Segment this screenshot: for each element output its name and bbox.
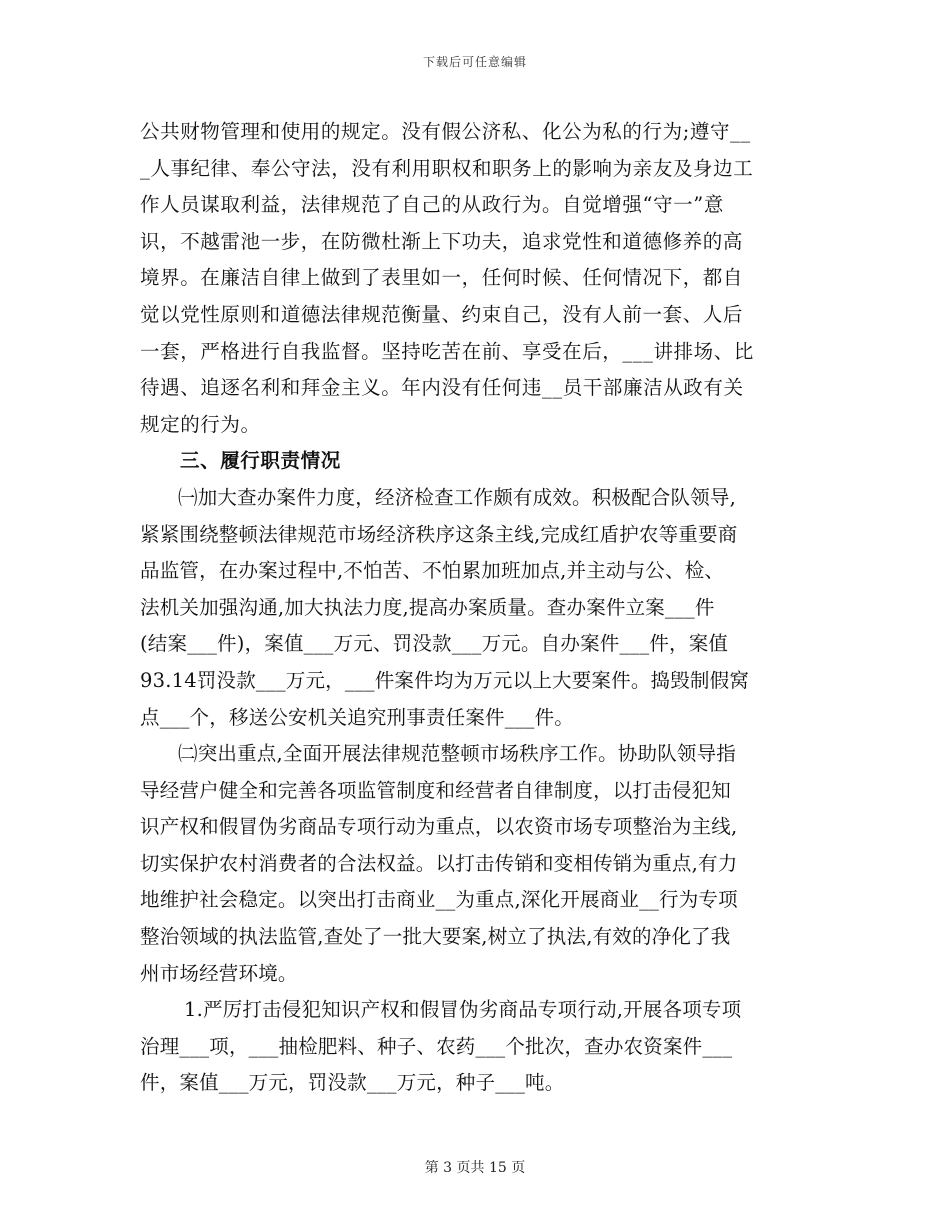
page-footer: 第 3 页共 15 页	[424, 1160, 526, 1176]
page-header: 下载后可任意编辑	[422, 55, 527, 69]
body-line: 规定的行为。	[140, 412, 261, 436]
paragraph-3-line: 件，案值___万元，罚没款___万元，种子___吨。	[140, 1071, 565, 1095]
paragraph-2-line: 导经营户健全和完善各项监管制度和经营者自律制度，以打击侵犯知	[140, 778, 732, 802]
paragraph-2-line: 地维护社会稳定。以突出打击商业__为重点,深化开展商业__行为专项	[140, 888, 738, 912]
section-heading: 三、履行职责情况	[180, 449, 341, 473]
paragraph-3-line: 1.严厉打击侵犯知识产权和假冒伪劣商品专项行动,开展各项专项	[184, 998, 742, 1022]
body-line: _人事纪律、奉公守法，没有利用职权和职务上的影响为亲友及身边工	[140, 156, 754, 180]
paragraph-2-line: 整治领域的执法监管,查处了一批大要案,树立了执法,有效的净化了我	[140, 925, 731, 949]
body-line: 觉以党性原则和道德法律规范衡量、约束自己，没有人前一套、人后	[140, 302, 744, 326]
paragraph-1-line: 93.14罚没款___万元，___件案件均为万元以上大要案件。捣毁制假窝	[140, 668, 750, 692]
paragraph-2-line: 切实保护农村消费者的合法权益。以打击传销和变相传销为重点,有力	[140, 851, 738, 875]
paragraph-1-line: 点___个，移送公安机关追究刑事责任案件___件。	[140, 705, 575, 729]
body-line: 一套，严格进行自我监督。坚持吃苦在前、享受在后，___讲排场、比	[140, 339, 754, 363]
paragraph-3-line: 治理___项，___抽检肥料、种子、农药___个批次，查办农资案件___	[140, 1034, 733, 1058]
body-line: 作人员谋取利益，法律规范了自己的从政行为。自觉增强“守一”意	[140, 193, 724, 217]
paragraph-2-line: 州市场经营环境。	[140, 961, 298, 985]
body-line: 识，不越雷池一步，在防微杜渐上下功夫，追求党性和道德修养的高	[140, 229, 744, 253]
body-line: 待遇、追逐名利和拜金主义。年内没有任何违__员干部廉洁从政有关	[140, 376, 744, 400]
paragraph-1-line: 品监管，在办案过程中,不怕苦、不怕累加班加点,并主动与公、检、	[140, 559, 725, 583]
body-line: 公共财物管理和使用的规定。没有假公济私、化公为私的行为;遵守__	[140, 120, 751, 143]
paragraph-1-line: ㈠加大查办案件力度，经济检查工作颇有成效。积极配合队领导,	[178, 485, 736, 509]
paragraph-2-line: ㈡突出重点,全面开展法律规范整顿市场秩序工作。协助队领导指	[178, 742, 736, 766]
paragraph-1-line: 紧紧围绕整顿法律规范市场经济秩序这条主线,完成红盾护农等重要商	[140, 522, 738, 546]
paragraph-1-line: 法机关加强沟通,加大执法力度,提高办案质量。查办案件立案___件	[140, 595, 715, 619]
document-body	[140, 114, 820, 1102]
body-line: 境界。在廉洁自律上做到了表里如一，任何时候、任何情况下，都自	[140, 266, 744, 290]
paragraph-1-line: (结案___件)，案值___万元、罚没款___万元。自办案件___件，案值	[140, 632, 729, 656]
paragraph-2-line: 识产权和假冒伪劣商品专项行动为重点，以农资市场专项整治为主线,	[140, 815, 738, 839]
